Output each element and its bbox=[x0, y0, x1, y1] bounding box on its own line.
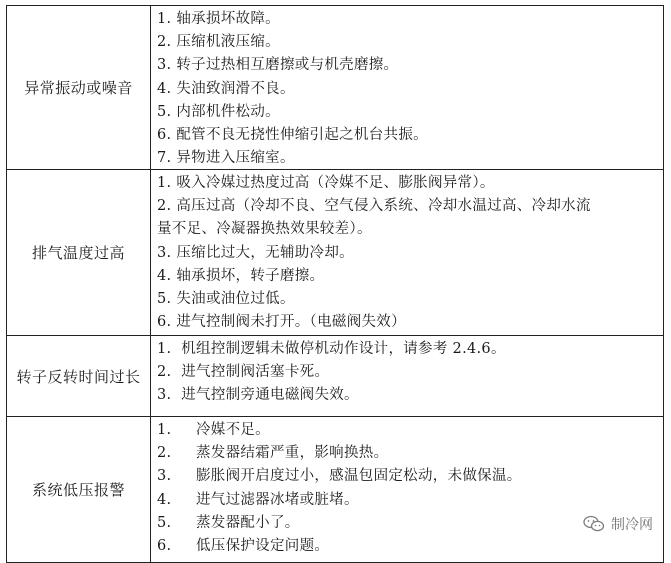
row-label: 异常振动或噪音 bbox=[7, 6, 151, 169]
cause-item: 1. 轴承损坏故障。 bbox=[157, 11, 280, 27]
cause-item: 4. 进气过滤器冰堵或脏堵。 bbox=[157, 491, 359, 508]
row-label: 排气温度过高 bbox=[7, 170, 151, 335]
cause-item: 1. 吸入冷媒过热度过高（冷媒不足、膨胀阀异常）。 bbox=[157, 175, 495, 191]
table-row bbox=[7, 336, 663, 417]
table-row bbox=[7, 6, 663, 170]
cause-item: 2. 高压过高（冷却不良、空气侵入系统、冷却水温过高、冷却水流 bbox=[157, 198, 591, 215]
cause-item: 3. 进气控制旁通电磁阀失效。 bbox=[157, 387, 359, 404]
cause-list bbox=[151, 6, 663, 169]
cause-item: 1. 冷媒不足。 bbox=[157, 422, 270, 438]
cause-item: 4. 轴承损坏，转子磨擦。 bbox=[157, 267, 325, 284]
cause-item: 1. 机组控制逻辑未做停机动作设计，请参考 2.4.6。 bbox=[157, 341, 506, 357]
watermark-text: 制冷网 bbox=[611, 517, 653, 533]
troubleshooting-table bbox=[6, 5, 664, 563]
cause-item: 2. 进气控制阀活塞卡死。 bbox=[157, 364, 330, 381]
cause-item: 5. 失油或油位过低。 bbox=[157, 291, 295, 308]
cause-item: 3. 转子过热相互磨擦或与机壳磨擦。 bbox=[157, 57, 399, 74]
table-row bbox=[7, 417, 663, 563]
cause-item: 6. 配管不良无挠性伸缩引起之机台共振。 bbox=[157, 127, 428, 144]
cause-item: 5. 内部机件松动。 bbox=[157, 103, 280, 120]
cause-item: 6. 进气控制阀未打开。（电磁阀失效） bbox=[157, 314, 406, 331]
cause-item: 4. 失油致润滑不良。 bbox=[157, 80, 295, 97]
row-label: 系统低压报警 bbox=[7, 417, 151, 562]
cause-list bbox=[151, 170, 663, 335]
cause-item: 7. 异物进入压缩室。 bbox=[157, 150, 295, 167]
cause-item: 2. 蒸发器结霜严重，影响换热。 bbox=[157, 445, 389, 462]
watermark bbox=[583, 514, 653, 534]
cause-item: 3. 压缩比过大，无辅助冷却。 bbox=[157, 244, 354, 261]
row-label: 转子反转时间过长 bbox=[7, 336, 151, 416]
cause-item: 5. 蒸发器配小了。 bbox=[157, 514, 300, 531]
cause-list bbox=[151, 417, 663, 562]
cause-item: 3. 膨胀阀开启度过小，感温包固定松动，未做保温。 bbox=[157, 468, 522, 485]
cause-item-continuation: 量不足、冷凝器换热效果较差）。 bbox=[157, 221, 372, 238]
cause-list bbox=[151, 336, 663, 416]
table-row bbox=[7, 170, 663, 336]
wechat-icon bbox=[583, 515, 605, 533]
cause-item: 2. 压缩机液压缩。 bbox=[157, 34, 280, 51]
cause-item: 6. 低压保护设定问题。 bbox=[157, 538, 330, 555]
